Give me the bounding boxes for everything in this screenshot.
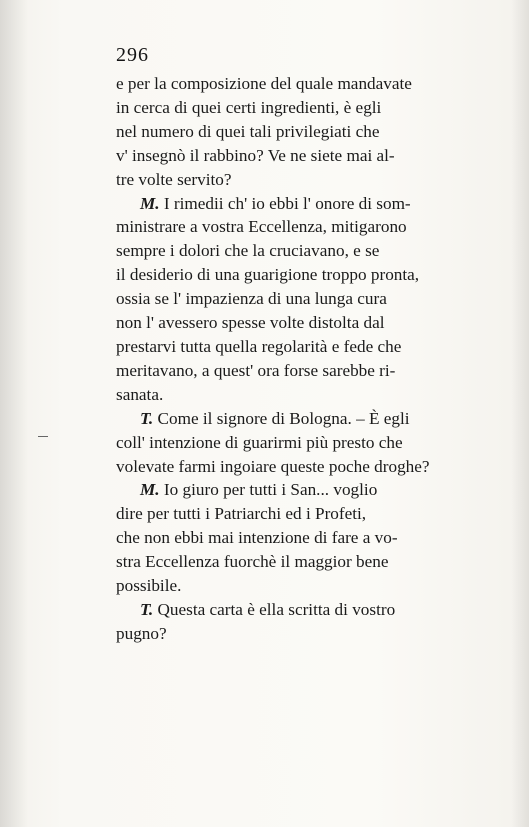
speaker-label: M. bbox=[140, 480, 160, 500]
text-line: nel numero di quei tali privilegiati che bbox=[116, 121, 380, 141]
text-line: sanata. bbox=[116, 384, 164, 404]
text-line: dire per tutti i Patriarchi ed i Profeti, bbox=[116, 504, 367, 524]
text-line: che non ebbi mai intenzione di fare a vo- bbox=[116, 528, 398, 548]
binding-shadow bbox=[0, 0, 28, 827]
text-line: possibile. bbox=[116, 576, 182, 596]
speech-line: M. Io giuro per tutti i San... voglio bbox=[140, 480, 378, 500]
margin-mark bbox=[38, 436, 48, 437]
text-line: ossia se l' impazienza di una lunga cura bbox=[116, 289, 387, 309]
text-line: in cerca di quei certi ingredienti, è egli bbox=[116, 97, 382, 117]
text-line: pugno? bbox=[116, 623, 167, 643]
text-line: ministrare a vostra Eccellenza, mitigarono bbox=[116, 217, 407, 237]
text-line: il desiderio di una guarigione troppo pronta, bbox=[116, 265, 420, 285]
text-line: stra Eccellenza fuorchè il maggior bene bbox=[116, 552, 389, 572]
text-line: volevate farmi ingoiare queste poche droghe? bbox=[116, 456, 430, 476]
page-edge-shadow bbox=[511, 0, 529, 827]
text-line: sempre i dolori che la cruciavano, e se bbox=[116, 241, 380, 261]
speech-line: M. I rimedii ch' io ebbi l' onore di som- bbox=[140, 193, 411, 213]
text-line: non l' avessero spesse volte distolta dal bbox=[116, 313, 385, 333]
dialogue-text bbox=[116, 72, 476, 646]
text-line: tre volte servito? bbox=[116, 169, 232, 189]
text-line: meritavano, a quest' ora forse sarebbe ri- bbox=[116, 360, 396, 380]
text-line: coll' intenzione di guarirmi più presto che bbox=[116, 432, 403, 452]
text-line: prestarvi tutta quella regolarità e fede che bbox=[116, 336, 402, 356]
text-line: e per la composizione del quale mandavate bbox=[116, 74, 412, 93]
speaker-label: T. bbox=[140, 408, 154, 428]
page-number: 296 bbox=[116, 44, 149, 66]
speech-line: T. Questa carta è ella scritta di vostro bbox=[140, 599, 396, 619]
speaker-label: T. bbox=[140, 599, 154, 619]
speech-line: T. Come il signore di Bologna. – È egli bbox=[140, 408, 410, 428]
speaker-label: M. bbox=[140, 193, 160, 213]
text-line: v' insegnò il rabbino? Ve ne siete mai al- bbox=[116, 145, 395, 165]
